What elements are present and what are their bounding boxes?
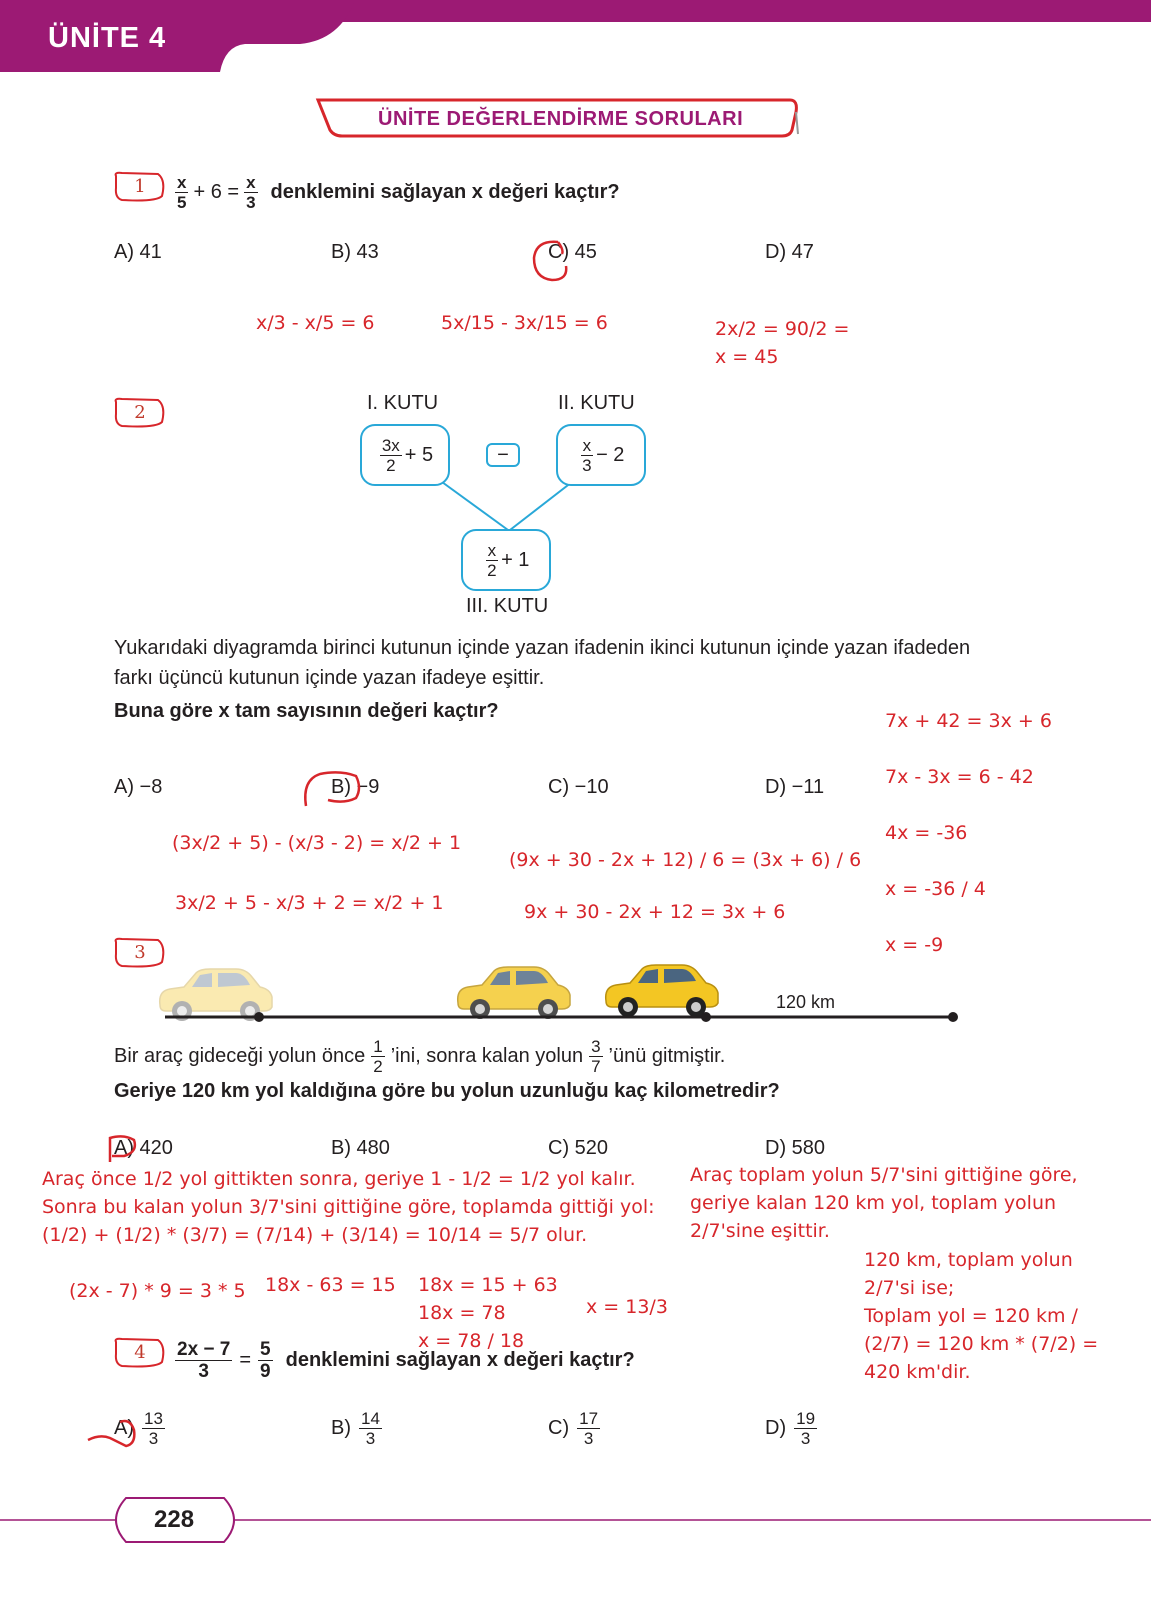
q3-work-left-2: Sonra bu kalan yolun 3/7'sini gittiğine göre, toplamda gittiği yol: xyxy=(42,1196,655,1218)
q2-option-b[interactable]: B) −9 xyxy=(331,776,380,798)
q1-work-3: 2x/2 = 90/2 = xyxy=(715,318,850,340)
fraction: $\frac{1}{2}$ xyxy=(373,1036,383,1076)
q1-work-2: 5x/15 - 3x/15 = 6 xyxy=(441,312,608,334)
box-3-rest: + 1 xyxy=(501,548,530,571)
q3-text-part: Bir araç gideceği yolun önce xyxy=(114,1044,366,1067)
q2-work-left-1: (3x/2 + 5) - (x/3 - 2) = x/2 + 1 xyxy=(172,832,462,854)
question-4-stem xyxy=(172,1338,635,1382)
q2-work-left-2: 3x/2 + 5 - x/3 + 2 = x/2 + 1 xyxy=(175,892,444,914)
q2-work-right-4: x = -36 / 4 xyxy=(885,878,986,900)
fraction: $\frac{5}{9}$ xyxy=(260,1338,271,1382)
q4-work-5: x = 78 / 18 xyxy=(418,1330,525,1352)
fraction: $\frac{17}{3}$ xyxy=(579,1409,599,1448)
q4-work-1: (2x - 7) * 9 = 3 * 5 xyxy=(69,1280,246,1302)
car-front xyxy=(606,965,718,1017)
q3-option-c[interactable]: C) 520 xyxy=(548,1137,609,1159)
answer-circle-mark xyxy=(300,768,366,810)
car-mid xyxy=(458,967,570,1019)
option-letter: D) xyxy=(765,1417,787,1439)
q2-work-right-5: x = -9 xyxy=(885,934,944,956)
q2-work-mid-2: 9x + 30 - 2x + 12 = 3x + 6 xyxy=(524,901,786,923)
question-2-number: 2 xyxy=(134,401,146,423)
box-3-label: III. KUTU xyxy=(466,595,549,617)
box-2 xyxy=(556,424,646,486)
q3-option-a[interactable]: A) 420 xyxy=(114,1137,173,1159)
q4-work-3: 18x = 15 + 63 xyxy=(418,1274,558,1296)
equation-operator: = xyxy=(239,1348,252,1371)
q1-work-4: x = 45 xyxy=(715,346,779,368)
q4-work-2: 18x - 63 = 15 xyxy=(265,1274,396,1296)
question-1-stem xyxy=(172,172,620,212)
section-title: ÜNİTE DEĞERLENDİRME SORULARI xyxy=(378,108,744,130)
q2-work-right-3: 4x = -36 xyxy=(885,822,968,844)
q2-work-right-1: 7x + 42 = 3x + 6 xyxy=(885,710,1052,732)
q3-text-part: ’ini, sonra kalan yolun xyxy=(390,1044,584,1067)
q3-work-left-1: Araç önce 1/2 yol gittikten sonra, geriye 1 - 1/2 = 1/2 yol kalır. xyxy=(42,1168,636,1190)
q2-work-right-2: 7x - 3x = 6 - 42 xyxy=(885,766,1034,788)
q3-work-right2-4: (2/7) = 120 km * (7/2) = xyxy=(864,1333,1099,1355)
fraction: $\frac{x}{2}$ xyxy=(487,540,497,580)
q1-work-1: x/3 - x/5 = 6 xyxy=(256,312,375,334)
q3-option-b[interactable]: B) 480 xyxy=(331,1137,390,1159)
q1-option-a[interactable]: A) 41 xyxy=(114,241,162,263)
q4-work-4: 18x = 78 xyxy=(418,1302,506,1324)
fraction: $\frac{14}{3}$ xyxy=(361,1409,380,1448)
q3-question: Geriye 120 km yol kaldığına göre bu yolun uzunluğu kaç kilometredir? xyxy=(114,1080,780,1102)
q3-work-left-3: (1/2) + (1/2) * (3/7) = (7/14) + (3/14) = 10/14 = 5/7 olur. xyxy=(42,1224,588,1246)
q4-option-b[interactable] xyxy=(331,1410,385,1447)
q3-work-right-2: geriye kalan 120 km yol, toplam yolun xyxy=(690,1192,1057,1214)
answer-circle-mark xyxy=(86,1412,142,1452)
q2-text-line-2: farkı üçüncü kutunun içinde yazan ifadeye eşittir. xyxy=(114,667,545,689)
minus-operator: − xyxy=(486,443,520,467)
q3-text-part: ’ünü gitmiştir. xyxy=(608,1044,726,1067)
box-2-label: II. KUTU xyxy=(558,392,635,414)
q2-option-c[interactable]: C) −10 xyxy=(548,776,609,798)
q3-work-right-1: Araç toplam yolun 5/7'sini gittiğine göre, xyxy=(690,1164,1078,1186)
fraction: $\frac{x}{3}$ xyxy=(582,435,592,475)
box-1-label: I. KUTU xyxy=(367,392,439,414)
unit-title: ÜNİTE 4 xyxy=(48,22,167,54)
q3-text xyxy=(114,1036,725,1076)
q1-option-c[interactable]: C) 45 xyxy=(548,241,597,263)
q3-option-d[interactable]: D) 580 xyxy=(765,1137,826,1159)
distance-label: 120 km xyxy=(776,992,836,1012)
option-letter: C) xyxy=(548,1417,570,1439)
question-4-number: 4 xyxy=(134,1341,146,1363)
q1-option-b[interactable]: B) 43 xyxy=(331,241,379,263)
q4-work-6: x = 13/3 xyxy=(586,1296,668,1318)
q4-option-c[interactable] xyxy=(548,1410,603,1447)
q2-option-d[interactable]: D) −11 xyxy=(765,776,825,798)
box-2-rest: − 2 xyxy=(596,443,625,466)
fraction: $\frac{19}{3}$ xyxy=(796,1409,816,1448)
q3-work-right2-2: 2/7'si ise; xyxy=(864,1277,955,1299)
option-letter: A) xyxy=(114,1417,134,1439)
q3-work-right-3: 2/7'sine eşittir. xyxy=(690,1220,830,1242)
q2-work-mid-1: (9x + 30 - 2x + 12) / 6 = (3x + 6) / 6 xyxy=(509,849,862,871)
option-letter: B) xyxy=(331,1417,351,1439)
q3-work-right2-1: 120 km, toplam yolun xyxy=(864,1249,1073,1271)
q2-option-a[interactable]: A) −8 xyxy=(114,776,163,798)
page-number: 228 xyxy=(154,1506,195,1533)
answer-circle-mark xyxy=(528,236,574,286)
fraction: $\frac{x}{5}$ xyxy=(177,172,187,212)
fraction: $\frac{13}{3}$ xyxy=(144,1409,163,1448)
q3-work-right2-5: 420 km'dir. xyxy=(864,1361,971,1383)
answer-circle-mark xyxy=(104,1132,140,1166)
q3-work-right2-3: Toplam yol = 120 km / xyxy=(864,1305,1078,1327)
q2-text-line-1: Yukarıdaki diyagramda birinci kutunun içinde yazan ifadenin ikinci kutunun içinde yazan ifadeden xyxy=(114,637,971,659)
road-illustration xyxy=(150,955,970,1030)
question-1-text: denklemini sağlayan x değeri kaçtır? xyxy=(270,180,620,203)
question-3-number: 3 xyxy=(134,941,146,963)
equation-operator: + 6 = xyxy=(193,180,240,203)
fraction: $\frac{2x - 7}{3}$ xyxy=(177,1338,231,1382)
car-faded xyxy=(160,969,272,1021)
fraction: $\frac{3x}{2}$ xyxy=(381,435,400,475)
box-1-rest: + 5 xyxy=(404,443,434,466)
box-3 xyxy=(461,529,551,591)
box-1 xyxy=(360,424,450,486)
q1-option-d[interactable]: D) 47 xyxy=(765,241,814,263)
fraction: $\frac{3}{7}$ xyxy=(591,1036,601,1076)
q2-question: Buna göre x tam sayısının değeri kaçtır? xyxy=(114,700,499,722)
question-1-number: 1 xyxy=(134,175,146,197)
question-4-text: denklemini sağlayan x değeri kaçtır? xyxy=(285,1348,635,1371)
fraction: $\frac{x}{3}$ xyxy=(246,172,256,212)
q4-option-d[interactable] xyxy=(765,1410,820,1447)
